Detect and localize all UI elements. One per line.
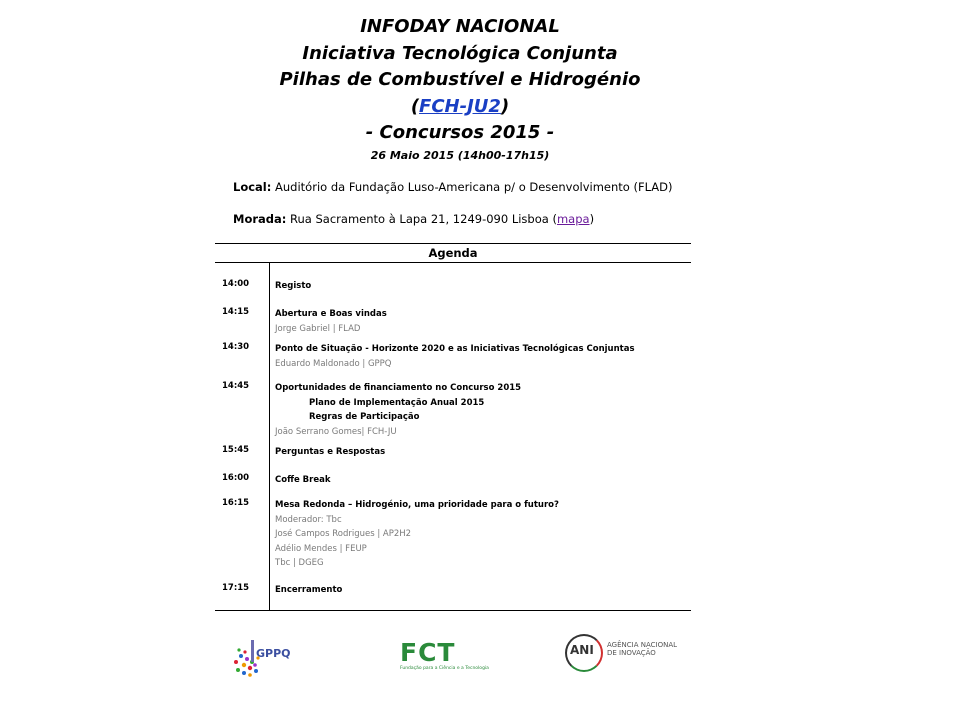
gppq-label: GPPQ: [256, 647, 291, 660]
fct-logo: [400, 640, 510, 676]
row-time: 14:45: [222, 381, 250, 391]
row-item: Encerramento: [275, 585, 343, 595]
row-time: 14:30: [222, 342, 250, 352]
row-speaker: Tbc | DGEG: [275, 558, 324, 568]
row-item: Oportunidades de financiamento no Concurso 2015: [275, 383, 522, 393]
row-time: 16:15: [222, 498, 250, 508]
row-item: Ponto de Situação - Horizonte 2020 e as Iniciativas Tecnológicas Conjuntas: [275, 344, 635, 354]
row-time: 16:00: [222, 473, 250, 483]
agenda-table: [215, 243, 691, 611]
ani-letters: ANI: [570, 643, 594, 657]
row-item: Registo: [275, 281, 312, 291]
row-item: Abertura e Boas vindas: [275, 309, 387, 319]
location-line: [233, 180, 672, 194]
row-item: Coffe Break: [275, 475, 331, 485]
title-line-3: Pilhas de Combustível e Hidrogénio: [279, 69, 641, 90]
row-speaker: Moderador: Tbc: [275, 514, 342, 525]
paren-open: (: [410, 95, 420, 117]
title-line-1: INFODAY NACIONAL: [360, 16, 560, 37]
location-value: Auditório da Fundação Luso-Americana p/ o Desenvolvimento (FLAD): [271, 180, 673, 194]
location-label: Local:: [233, 180, 272, 194]
row-speaker: Jorge Gabriel | FLAD: [275, 323, 361, 334]
row-time: 14:15: [222, 307, 250, 317]
ani-line-2: DE INOVAÇÃO: [607, 649, 656, 657]
row-subitem: Plano de Implementação Anual 2015: [309, 397, 485, 408]
gppq-logo: [230, 632, 300, 678]
ani-logo: [565, 634, 690, 678]
sponsor-logos: [215, 630, 691, 680]
fct-name: FCT: [400, 638, 456, 667]
title-line-2: Iniciativa Tecnológica Conjunta: [302, 42, 618, 64]
ani-line-1: AGÊNCIA NACIONAL: [607, 641, 678, 649]
row-time: 15:45: [222, 445, 250, 455]
map-link[interactable]: mapa: [556, 212, 590, 226]
title-line-5: - Concursos 2015 -: [365, 122, 555, 143]
row-speaker: Adélio Mendes | FEUP: [275, 543, 367, 554]
title-line-4: [215, 94, 705, 121]
address-close: ): [589, 212, 595, 226]
row-speaker: Eduardo Maldonado | GPPQ: [275, 358, 392, 369]
row-speaker: João Serrano Gomes| FCH-JU: [275, 426, 397, 437]
row-speaker: José Campos Rodrigues | AP2H2: [275, 529, 412, 539]
row-item: Mesa Redonda – Hidrogénio, uma prioridade para o futuro?: [275, 500, 559, 510]
event-title-block: [215, 14, 705, 147]
address-line: [233, 212, 594, 226]
row-time: 14:00: [222, 279, 250, 289]
agenda-divider: [269, 263, 270, 610]
row-item: Perguntas e Respostas: [275, 447, 386, 457]
paren-close: ): [500, 95, 510, 117]
fch-ju2-link[interactable]: FCH-JU2: [419, 95, 501, 117]
agenda-title: Agenda: [215, 244, 691, 263]
gppq-dots-icon: [230, 632, 300, 678]
address-value: Rua Sacramento à Lapa 21, 1249-090 Lisboa (: [286, 212, 557, 226]
fct-subtitle: Fundação para a Ciência e a Tecnologia: [400, 666, 489, 671]
row-time: 17:15: [222, 583, 250, 593]
event-date: 26 Maio 2015 (14h00-17h15): [370, 149, 550, 162]
row-subitem: Regras de Participação: [309, 412, 420, 422]
address-label: Morada:: [233, 212, 287, 226]
